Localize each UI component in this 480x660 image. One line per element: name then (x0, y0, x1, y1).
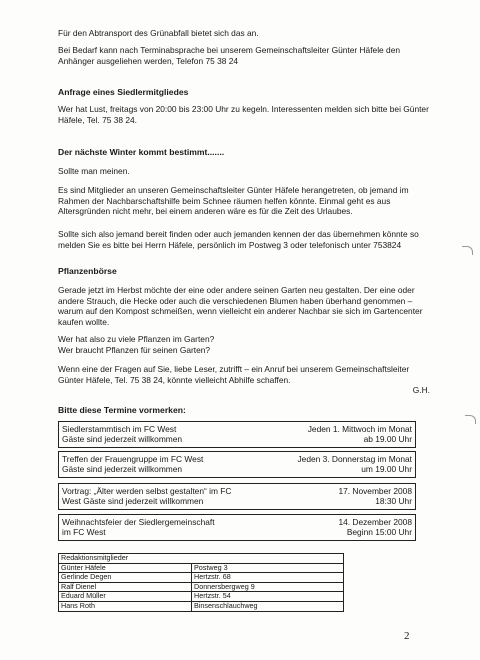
heading-termine: Bitte diese Termine vormerken: (58, 405, 186, 415)
member-name: Hans Roth (59, 601, 192, 611)
table-row (59, 582, 344, 592)
scan-mark (462, 246, 473, 255)
table-row (59, 563, 344, 573)
termin-vortrag (58, 483, 416, 510)
member-address: Postweg 3 (192, 563, 344, 573)
heading-winter: Der nächste Winter kommt bestimmt....... (58, 147, 225, 157)
scan-mark (465, 415, 476, 424)
member-address: Hertzstr. 54 (192, 592, 344, 602)
table-row (59, 601, 344, 611)
termin-date: 17. November 2008 (338, 486, 412, 496)
paragraph-frage-2: Wer braucht Pflanzen für seinen Garten? (58, 345, 211, 355)
paragraph-sollte-man-meinen: Sollte man meinen. (58, 166, 130, 176)
termin-time: um 19.00 Uhr (361, 464, 412, 475)
termin-weihnachtsfeier (58, 514, 416, 541)
member-address: Binsenschlauchweg (192, 601, 344, 611)
member-address: Hertzstr. 68 (192, 573, 344, 583)
paragraph-herbst: Gerade jetzt im Herbst möchte der eine oder andere seinen Garten neu gestalten. Der eine oder andere Strauch, die Hecke oder auch die verschiedenen Blumen haben überhand genommen – warum auf den Kompost schmeißen, wenn vielleicht ein anderer Nachbar sie sich im Gartencenter kaufen wollte. (58, 285, 423, 327)
paragraph-anhaenger: Bei Bedarf kann nach Terminabsprache bei unserem Gemeinschaftsleiter Günter Häfele den Anhänger ausgeliehen werden, Telefon 75 38 24 (58, 45, 401, 66)
member-name: Ralf Dienel (59, 582, 192, 592)
termin-time: 18:30 Uhr (375, 496, 412, 507)
paragraph-gruenabfall: Für den Abtransport des Grünabfall bietet sich das an. (58, 28, 259, 38)
signature: G.H. (412, 385, 430, 395)
redaktion-table (58, 553, 344, 612)
paragraph-kegeln: Wer hat Lust, freitags von 20:00 bis 23:00 Uhr zu kegeln. Interessenten melden sich bitte bei Günter Häfele, Tel. 75 38 24. (58, 104, 429, 125)
termin-time: ab 19.00 Uhr (363, 434, 412, 445)
termin-title: Siedlerstammtisch im FC West (62, 424, 177, 434)
termin-note: West Gäste sind jederzeit willkommen (62, 496, 204, 507)
paragraph-frage-1: Wer hat also zu viele Pflanzen im Garten? (58, 334, 215, 344)
member-address: Donnersbergweg 9 (192, 582, 344, 592)
heading-pflanzenboerse: Pflanzenbörse (58, 266, 117, 276)
termin-title: Vortrag: „Älter werden selbst gestalten“ im FC (62, 486, 232, 496)
termin-title: Treffen der Frauengruppe im FC West (62, 454, 204, 464)
member-name: Günter Häfele (59, 563, 192, 573)
redaktion-title: Redaktionsmitglieder (59, 554, 344, 564)
paragraph-schnee-raeumen: Es sind Mitglieder an unseren Gemeinschaftsleiter Günter Häfele herangetreten, ob jemand im Rahmen der Nachbarschaftshilfe beim Schnee räumen helfen könnte. Einmal geht es aus Altersgründen nicht mehr, bei einem anderen wäre es für die Zeit des Urlaubes. (58, 185, 409, 217)
heading-kegeln: Anfrage eines Siedlermitgliedes (58, 87, 189, 97)
termin-note: im FC West (62, 527, 106, 538)
termin-note: Gäste sind jederzeit willkommen (62, 464, 183, 475)
termin-time: Beginn 15:00 Uhr (346, 527, 412, 538)
termin-date: Jeden 1. Mittwoch im Monat (307, 424, 412, 434)
termin-title: Weihnachtsfeier der Siedlergemeinschaft (62, 517, 215, 527)
termin-date: 14. Dezember 2008 (338, 517, 412, 527)
termin-note: Gäste sind jederzeit willkommen (62, 434, 183, 445)
termin-stammtisch (58, 421, 416, 448)
member-name: Gerlinde Degen (59, 573, 192, 583)
table-row (59, 592, 344, 602)
paragraph-anruf: Wenn eine der Fragen auf Sie, liebe Leser, zutrifft – ein Anruf bei unserem Gemeinschaftsleiter Günter Häfele, Tel. 75 38 24, könnte vielleicht Abhilfe schaffen. (58, 364, 410, 385)
member-name: Eduard Müller (59, 592, 192, 602)
table-row (59, 573, 344, 583)
termin-date: Jeden 3. Donnerstag im Monat (297, 454, 412, 464)
page-number: 2 (404, 630, 410, 642)
termin-frauengruppe (58, 451, 416, 478)
paragraph-melden: Sollte sich also jemand bereit finden oder auch jemanden kennen der das übernehmen könnte so melden Sie es bitte bei Herrn Häfele, persönlich im Postweg 3 oder telefonisch unter 753824 (58, 229, 419, 250)
